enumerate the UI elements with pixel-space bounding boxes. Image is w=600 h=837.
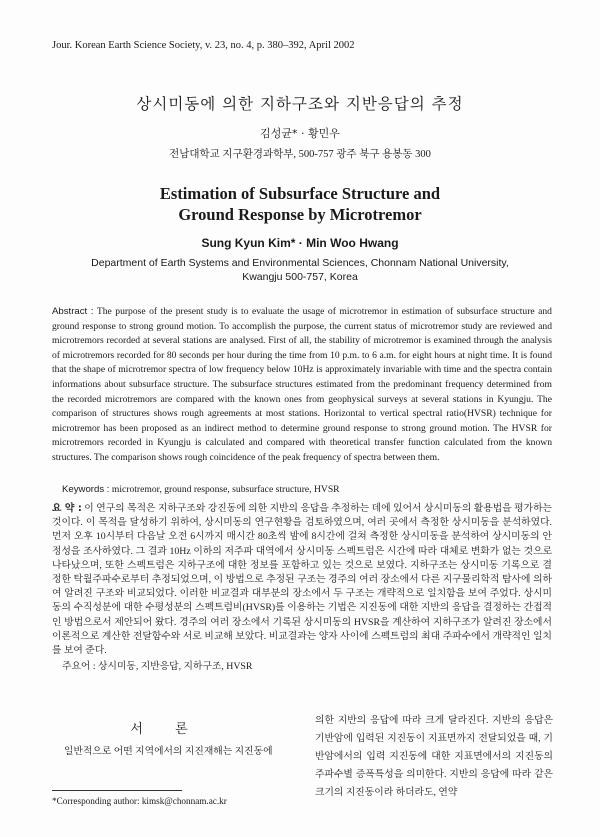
- summary-label: 요 약 :: [52, 503, 82, 514]
- authors-english: Sung Kyun Kim* · Min Woo Hwang: [201, 236, 399, 250]
- keywords-text: microtremor, ground response, subsurface structure, HVSR: [111, 484, 340, 495]
- section-title-introduction: 서 론: [130, 722, 202, 737]
- title-english-line2: Ground Response by Microtremor: [178, 205, 422, 224]
- affiliation-english: [80, 256, 520, 284]
- affiliation-english-line2: Kwangju 500-757, Korea: [242, 271, 358, 283]
- journal-citation: Jour. Korean Earth Science Society, v. 23, no. 4, p. 380–392, April 2002: [52, 40, 355, 51]
- abstract: [52, 305, 552, 466]
- keywords: [62, 484, 340, 495]
- abstract-label: Abstract :: [52, 306, 94, 317]
- title-english-line1: Estimation of Subsurface Structure and: [159, 184, 441, 203]
- title-english: [0, 183, 600, 225]
- keywords-label: Keywords :: [62, 484, 110, 495]
- keywords-korean: 주요어 : 상시미동, 지반응답, 지하구조, HVSR: [62, 661, 253, 672]
- title-korean: 상시미동에 의한 지하구조와 지반응답의 추정: [136, 95, 464, 113]
- corresponding-author-footnote: *Corresponding author: kimsk@chonnam.ac.kr: [52, 796, 227, 806]
- authors-korean: 김성균* · 황민우: [260, 127, 340, 140]
- summary-text: 이 연구의 목적은 지하구조와 강진동에 의한 지반의 응답을 추정하는 데에 있어서 상시미동의 활용법을 평가하는 것이다. 이 목적을 달성하기 위하여, 상시미동의 연구현황을 검토하였으며, 여러 곳에서 측정한 상시미동을 분석하였다. 먼저 오후 10시부터 다음날 오전 6시까지 매시간 80초씩 밤에 8시간에 걸쳐 측정한 상시미동을 분석하여 상시미동의 안정성을 조사하였다. 그 결과 10Hz 이하의 저주파 대역에서 상시미동 스펙트럼은 시간에 따라 대체로 변화가 없는 것으로 나타났으며, 또한 스펙트럼은 지하구조에 대한 정보를 포함하고 있는 것으로 보였다. 지하구조는 상시미동 기록으로 결정한 탁월주파수로부터 추정되었으며, 이 방법으로 추정된 구조는 경주의 여러 장소에서 다른 지구물리학적 탐사에 의하여 알려진 구조와 비교되었다. 이러한 비교결과 대부분의 장소에서 두 구조는 개략적으로 일치함을 보여 주었다. 상시미동의 수직성분에 대한 수평성분의 스펙트럼비(HVSR)를 이용하는 기법은 지진동에 대한 지반의 응답을 결정하는 간접적인 방법으로서 제안되어 왔다. 경주의 여러 장소에서 기록된 상시미동의 HVSR을 계산하여 지하구조가 알려진 장소에서 이론적으로 계산한 전달함수와 서로 비교해 보았다. 비교결과는 양자 사이에 스펙트럼의 최대 주파수에서 개략적인 일치를 보여 준다.: [52, 503, 552, 657]
- affiliation-korean: 전남대학교 지구환경과학부, 500-757 광주 북구 용봉동 300: [169, 149, 431, 160]
- korean-summary: [52, 502, 552, 658]
- abstract-text: The purpose of the present study is to evaluate the usage of microtremor in estimation of subsurface structure and ground response to strong ground motion. To accomplish the purpose, the current status of microtremor study are reviewed and microtremors recorded at several stations are analysed. First of all, the stability of microtremor is examined through the analysis of microtremors recorded for 80 seconds per hour during the time from 10 p.m. to 6 a.m. for eight hours at night time. It is found that the shape of microtremor spectra of low frequency below 10Hz is approximately invariable with time and the spectra contain informations about subsurface structure. The subsurface structures estimated from the predominant frequency determined from the recorded microtremors are compared with the known ones from geophysical surveys at several stations in Kyungju. The comparison of structures shows rough agreements at most stations. Horizontal to vertical spectral ratio(HVSR) technique for microtremor has been proposed as an indirect method to determine ground response to strong ground motion. The HVSR for microtremors recorded in Kyungju is calculated and compared with theoretical transfer function calculated from the known structures. The comparison shows rough coincidence of the peak frequency of spectra between them.: [52, 306, 552, 463]
- intro-right-column: 의한 지반의 응답에 따라 크게 달라진다. 지반의 응답은 기반암에 입력된 지진동이 지표면까지 전달되었을 때, 기반암에서의 입력 지진동에 대한 지표면에서의 지진동의 주파수별 증폭특성을 의미한다. 지반의 응답에 따라 같은 크기의 지진동이라 하더라도, 연약: [315, 715, 553, 798]
- intro-left-column: 일반적으로 어떤 지역에서의 지진재해는 지진동에: [64, 746, 273, 757]
- footnote-divider: [52, 790, 182, 791]
- affiliation-english-line1: Department of Earth Systems and Environmental Sciences, Chonnam National University,: [91, 257, 509, 269]
